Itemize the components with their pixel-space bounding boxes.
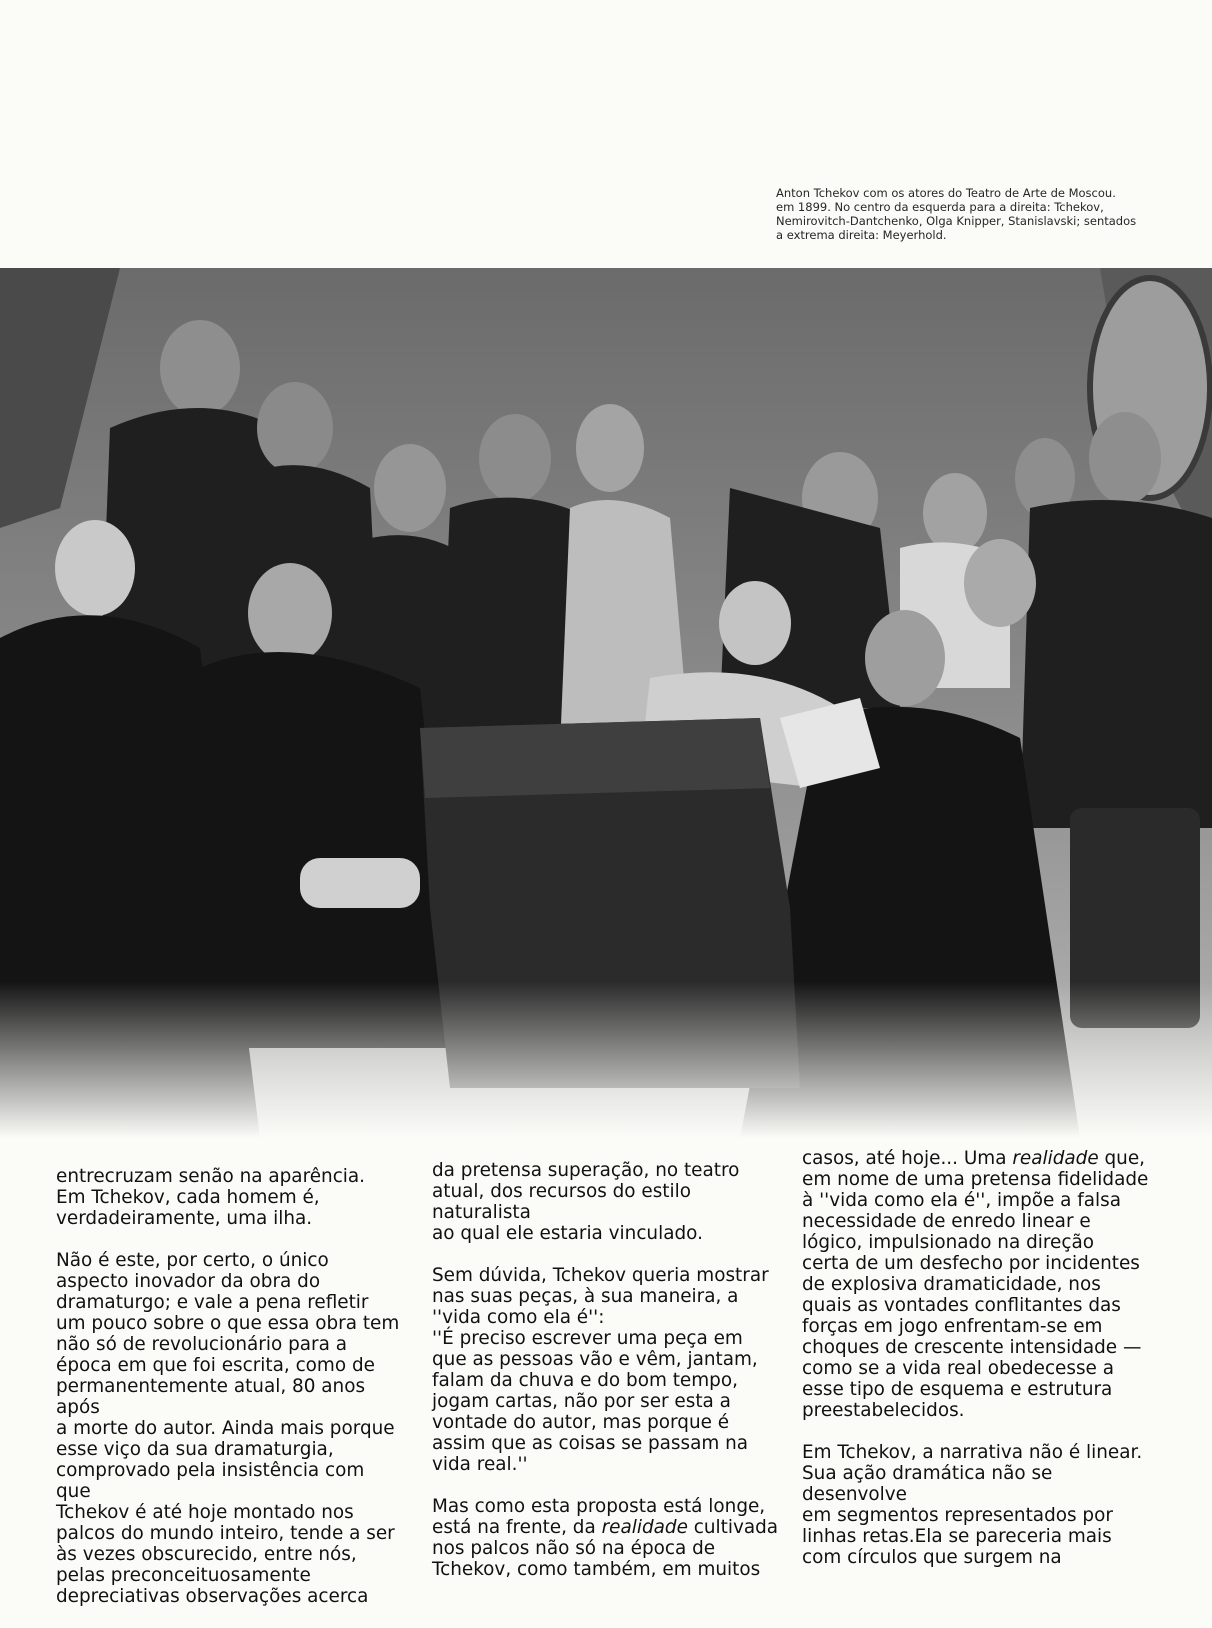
text-line: Não é este, por certo, o único <box>56 1250 329 1271</box>
text-line: que as pessoas vão e vêm, jantam, <box>432 1349 758 1370</box>
text-line: como se a vida real obedecesse a <box>802 1358 1114 1379</box>
text-line: aspecto inovador da obra do <box>56 1271 321 1292</box>
text-line: dramaturgo; e vale a pena refletir <box>56 1292 369 1313</box>
text-line: entrecruzam senão na aparência. <box>56 1166 366 1187</box>
text-line: linhas retas.Ela se pareceria mais <box>802 1526 1112 1547</box>
text-line: Sem dúvida, Tchekov queria mostrar <box>432 1265 769 1286</box>
text-line: atual, dos recursos do estilo naturalista <box>432 1181 691 1223</box>
text-line: Tchekov é até hoje montado nos <box>56 1502 354 1523</box>
text-line: pelas preconceituosamente <box>56 1565 311 1586</box>
text-column-2 <box>432 1160 780 1601</box>
emphasis: realidade <box>1012 1148 1099 1169</box>
caption-line: a extrema direita: Meyerhold. <box>776 228 947 242</box>
text-fragment: cultivada <box>687 1517 779 1538</box>
text-line: preestabelecidos. <box>802 1400 965 1421</box>
text-line: forças em jogo enfrentam-se em <box>802 1316 1103 1337</box>
text-line: não só de revolucionário para a <box>56 1334 347 1355</box>
text-line: com círculos que surgem na <box>802 1547 1062 1568</box>
paragraph <box>432 1265 780 1475</box>
paragraph <box>56 1250 404 1607</box>
photo-caption <box>776 186 1196 242</box>
text-line: vida real.'' <box>432 1454 528 1475</box>
text-line <box>802 1148 1145 1169</box>
text-line: esse viço da sua dramaturgia, <box>56 1439 334 1460</box>
text-line: permanentemente atual, 80 anos após <box>56 1376 366 1418</box>
text-line: certa de um desfecho por incidentes <box>802 1253 1140 1274</box>
text-line: choques de crescente intensidade — <box>802 1337 1142 1358</box>
text-line: assim que as coisas se passam na <box>432 1433 749 1454</box>
text-line: depreciativas observações acerca <box>56 1586 369 1607</box>
text-line: um pouco sobre o que essa obra tem <box>56 1313 400 1334</box>
caption-line: Anton Tchekov com os atores do Teatro de Arte de Moscou. <box>776 186 1116 200</box>
text-line: ''É preciso escrever uma peça em <box>432 1328 743 1349</box>
text-line: falam da chuva e do bom tempo, <box>432 1370 738 1391</box>
text-line: jogam cartas, não por ser esta a <box>432 1391 731 1412</box>
group-photograph <box>0 268 1212 1138</box>
text-line: Mas como esta proposta está longe, <box>432 1496 766 1517</box>
text-line: lógico, impulsionado na direção <box>802 1232 1094 1253</box>
text-fragment: casos, até hoje... Uma <box>802 1148 1013 1169</box>
caption-line: em 1899. No centro da esquerda para a direita: Tchekov, <box>776 200 1104 214</box>
text-line: Sua ação dramática não se desenvolve <box>802 1463 1053 1505</box>
text-fragment: está na frente, da <box>432 1517 602 1538</box>
text-line: esse tipo de esquema e estrutura <box>802 1379 1113 1400</box>
text-line: quais as vontades conflitantes das <box>802 1295 1121 1316</box>
text-line: verdadeiramente, uma ilha. <box>56 1208 313 1229</box>
text-line: necessidade de enredo linear e <box>802 1211 1091 1232</box>
text-line: ao qual ele estaria vinculado. <box>432 1223 703 1244</box>
text-line: às vezes obscurecido, entre nós, <box>56 1544 357 1565</box>
text-line: palcos do mundo inteiro, tende a ser <box>56 1523 395 1544</box>
paragraph <box>56 1166 404 1229</box>
text-line: comprovado pela insistência com que <box>56 1460 365 1502</box>
text-column-3 <box>802 1148 1152 1589</box>
paragraph <box>432 1496 780 1580</box>
paragraph <box>802 1442 1152 1568</box>
text-line: ''vida como ela é'': <box>432 1307 605 1328</box>
text-line: em nome de uma pretensa fidelidade <box>802 1169 1149 1190</box>
text-line: época em que foi escrita, como de <box>56 1355 375 1376</box>
text-line: em segmentos representados por <box>802 1505 1113 1526</box>
text-fragment: que, <box>1098 1148 1145 1169</box>
text-line <box>432 1517 778 1538</box>
text-line: Em Tchekov, a narrativa não é linear. <box>802 1442 1143 1463</box>
caption-line: Nemirovitch-Dantchenko, Olga Knipper, Stanislavski; sentados <box>776 214 1137 228</box>
text-line: vontade do autor, mas porque é <box>432 1412 730 1433</box>
emphasis: realidade <box>601 1517 688 1538</box>
text-line: a morte do autor. Ainda mais porque <box>56 1418 395 1439</box>
text-line: da pretensa superação, no teatro <box>432 1160 740 1181</box>
photograph-image <box>0 268 1212 1138</box>
text-line: de explosiva dramaticidade, nos <box>802 1274 1101 1295</box>
text-line: nos palcos não só na época de <box>432 1538 716 1559</box>
paragraph <box>432 1160 780 1244</box>
text-line: Em Tchekov, cada homem é, <box>56 1187 320 1208</box>
text-line: à ''vida como ela é'', impõe a falsa <box>802 1190 1121 1211</box>
text-line: Tchekov, como também, em muitos <box>432 1559 761 1580</box>
paragraph <box>802 1148 1152 1421</box>
text-column-1 <box>56 1166 404 1628</box>
text-line: nas suas peças, à sua maneira, a <box>432 1286 739 1307</box>
